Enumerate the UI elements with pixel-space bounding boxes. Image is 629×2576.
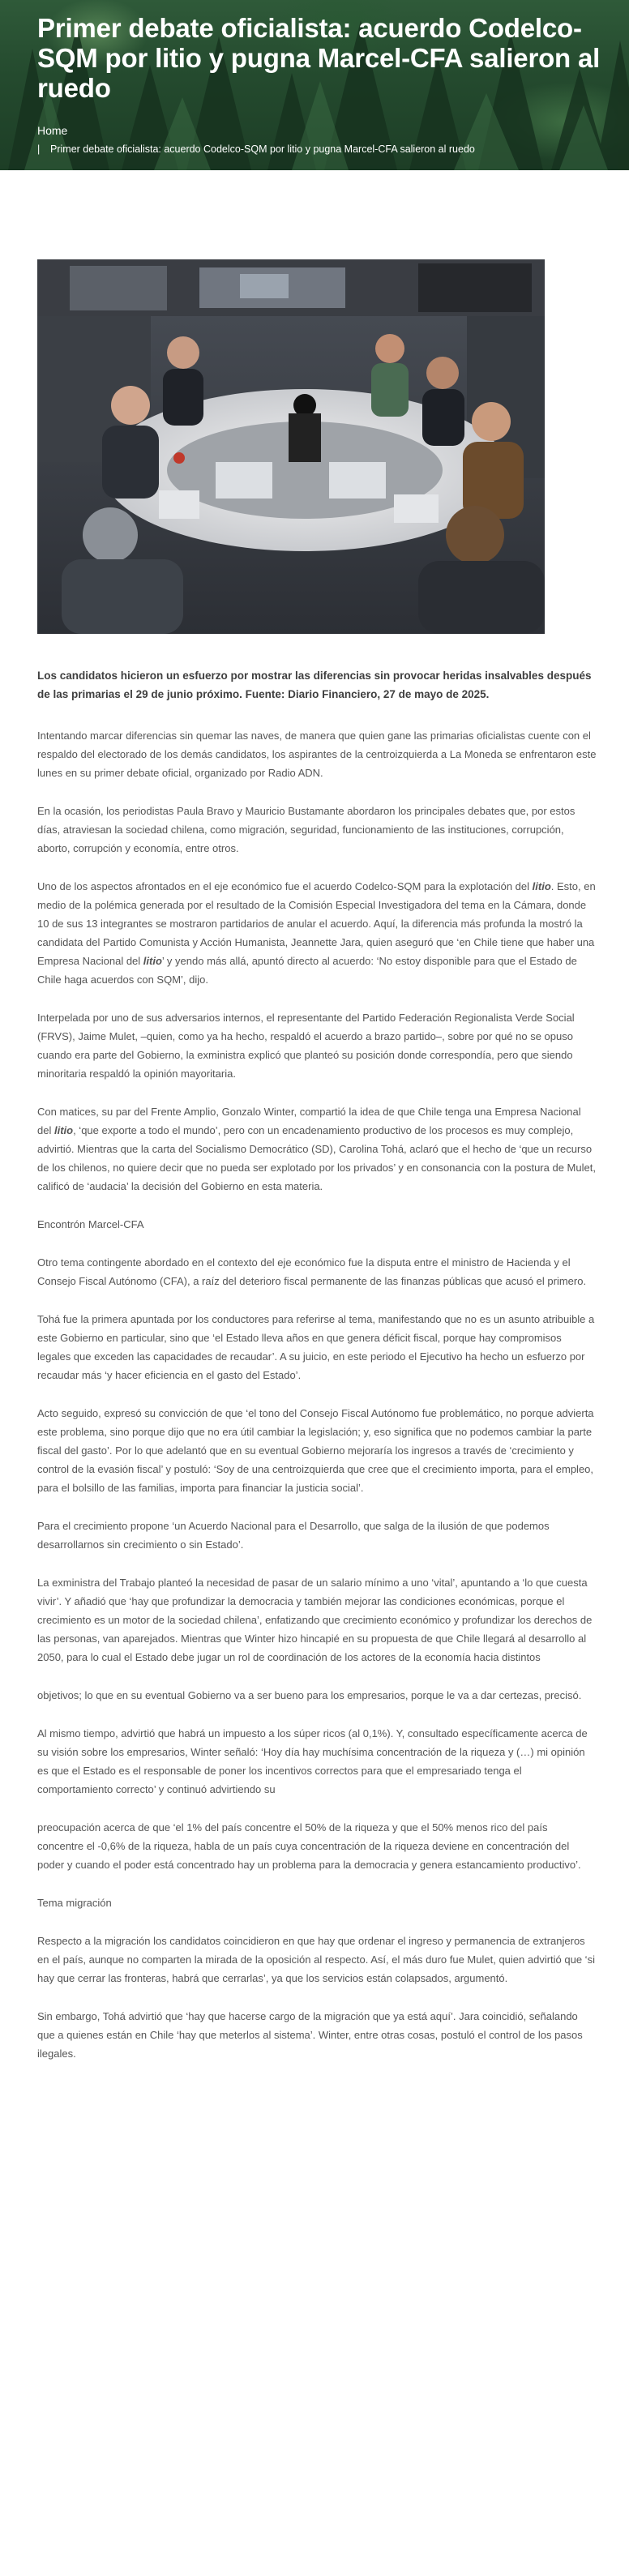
article-paragraph: preocupación acerca de que ‘el 1% del país concentre el 50% de la riqueza y que el 50% menos rico del país concentre el -0,6% de la riqueza, habla de un país cuya concentración de la riqueza deviene en concentración del poder y cuando el poder está concentrado hay un problema para la democracia y genera estancamiento productivo’.	[37, 1821, 581, 1871]
article-paragraph: Al mismo tiempo, advirtió que habrá un impuesto a los súper ricos (al 0,1%). Y, consultado específicamente acerca de su visión sobre los empresarios, Winter señaló: ‘Hoy día hay muchísima concentración de la riqueza y (…) mi opinión es que el Estado es el responsable de poner los incentivos correctos para que el empresariado tenga el comportamiento correcto’ y continuó advirtiendo su	[37, 1727, 588, 1795]
breadcrumb-current-label: Primer debate oficialista: acuerdo Codelco-SQM por litio y pugna Marcel-CFA salieron al ruedo	[50, 143, 475, 155]
breadcrumb-home-link[interactable]: Home	[37, 124, 68, 137]
debate-photo-illustration	[37, 259, 545, 634]
paragraph-text: . Esto, en medio de la polémica generada por el resultado de la Comisión Especial Investigadora del tema en la Cámara, donde 10 de sus 13 integrantes se mostraron partidarios de anular el acuerdo. Aquí, la diferencia más profunda la mostró la candidata del Partido Comunista y Acción Humanista, Jeannette Jara, quien aseguró que ‘en Chile tiene que haber una Empresa Nacional del	[37, 880, 596, 967]
article-paragraph: En la ocasión, los periodistas Paula Bravo y Mauricio Bustamante abordaron los principales debates que, por estos días, atraviesan la sociedad chilena, como migración, seguridad, funcionamiento de las instituciones, corrupción, aborto, corrupción y economía, entre otros.	[37, 805, 576, 854]
article-paragraph	[37, 1102, 597, 1196]
article-paragraph: Respecto a la migración los candidatos coincidieron en que hay que ordenar el ingreso y permanencia de extranjeros en el país, aunque no comparten la mirada de la oposición al respecto. Así, el más duro fue Mulet, quien advirtió que ‘si hay que cerrar las fronteras, habrá que cerrarlas’, ya que los servicios están colapsados, argumentó.	[37, 1935, 595, 1984]
breadcrumb-current	[37, 143, 605, 155]
article-paragraph: Otro tema contingente abordado en el contexto del eje económico fue la disputa entre el ministro de Hacienda y el Consejo Fiscal Autónomo (CFA), a raíz del deterioro fiscal permanente de las finanzas públicas que acusó el primero.	[37, 1256, 587, 1287]
emphasis-litio: litio	[143, 955, 162, 967]
paragraph-text: Con matices, su par del Frente Amplio, Gonzalo Winter, compartió la idea de que Chile tenga una Empresa Nacional del	[37, 1106, 581, 1136]
page-title: Primer debate oficialista: acuerdo Codelco-SQM por litio y pugna Marcel-CFA salieron al ruedo	[37, 13, 601, 103]
breadcrumb-separator: |	[37, 143, 41, 155]
section-subheading: Encontrón Marcel-CFA	[37, 1218, 144, 1230]
article-paragraph: Intentando marcar diferencias sin quemar las naves, de manera que quien gane las primarias oficialistas cuente con el respaldo del electorado de los demás candidatos, los aspirantes de la centroizquierda a La Moneda se enfrentaron este lunes en su primer debate oficial, organizado por Radio ADN.	[37, 730, 597, 779]
article-paragraph	[37, 877, 597, 989]
paragraph-text: Uno de los aspectos afrontados en el eje económico fue el acuerdo Codelco-SQM para la explotación del	[37, 880, 533, 892]
emphasis-litio: litio	[532, 880, 551, 892]
paragraph-text: , ‘que exporte a todo el mundo’, pero con un encadenamiento productivo de los procesos es muy complejo, advirtió. Mientras que la carta del Socialismo Democrático (SD), Carolina Tohá, aclaró que el hecho de ‘que un recurso de los chilenos, no quiere decir que no pueda ser explotado por los privados’ y en consonancia con la postura de Mulet, calificó de ‘audacia’ la decisión del Gobierno en esta materia.	[37, 1124, 596, 1192]
page-hero	[0, 0, 629, 170]
debate-studio-photo	[37, 259, 545, 634]
article-paragraph: Para el crecimiento propone ‘un Acuerdo Nacional para el Desarrollo, que salga de la ilusión de que podemos desarrollarnos sin crecimiento o sin Estado’.	[37, 1520, 550, 1551]
article-paragraph: Tohá fue la primera apuntada por los conductores para referirse al tema, manifestando que no es un asunto atribuible a este Gobierno en particular, sino que ‘el Estado lleva años en que genera déficit fiscal, porque hay compromisos legales que exceden las capacidades de recaudar’. A su juicio, en este periodo el Ejecutivo ha hecho un esfuerzo por recaudar más ‘y hacer eficiencia en el gasto del Estado’.	[37, 1313, 595, 1381]
article-paragraph: Acto seguido, expresó su convicción de que ‘el tono del Consejo Fiscal Autónomo fue problemático, no porque advierta este problema, sino porque dijo que no era útil cambiar la legislación; y, eso significa que no podemos cambiar la parte fiscal del gasto’. Por lo que adelantó que en su eventual Gobierno mejoraría los ingresos a través de ‘crecimiento y control de la evasión fiscal’ y postuló: ‘Soy de una centroizquierda que cree que el crecimiento importa, para el empleo, para el bolsillo de las familias, importa para financiar la justicia social’.	[37, 1407, 594, 1494]
section-subheading: Tema migración	[37, 1897, 112, 1909]
emphasis-litio: litio	[53, 1124, 74, 1136]
breadcrumb	[37, 124, 605, 155]
article-paragraph: Interpelada por uno de sus adversarios internos, el representante del Partido Federación Regionalista Verde Social (FRVS), Jaime Mulet, –quien, como ya ha hecho, respaldó el acuerdo a brazo partido–, sobre por qué no se opuso cuando era parte del Gobierno, la exministra explicó que planteó su posición donde correspondía, pero que siendo minoritaria respaldó la opinión mayoritaria.	[37, 1012, 575, 1080]
article-lead: Los candidatos hicieron un esfuerzo por mostrar las diferencias sin provocar heridas insalvables después de las primarias el 29 de junio próximo. Fuente: Diario Financiero, 27 de mayo de 2025.	[37, 670, 592, 700]
article-body	[37, 666, 597, 2082]
article-paragraph: La exministra del Trabajo planteó la necesidad de pasar de un salario mínimo a uno ‘vital’, apuntando a ‘lo que cuesta vivir’. Y añadió que ‘hay que profundizar la democracia y también mejorar las condiciones económicas, porque el crecimiento es un motor de la sociedad chilena’, enfatizando que crecimiento económico y profundizar los derechos de las personas, van aparejados. Mientras que Winter hizo hincapié en su propuesta de que Chile llegará al desarrollo al 2050, para lo cual el Estado debe jugar un rol de coordinación de los actores de la economía hacia distintos	[37, 1577, 593, 1663]
article-paragraph: Sin embargo, Tohá advirtió que ‘hay que hacerse cargo de la migración que ya está aquí’. Jara coincidió, señalando que a quienes están en Chile ‘hay que meterlos al sistema’. Winter, entre otras cosas, postuló el control de los pasos ilegales.	[37, 2010, 583, 2060]
paragraph-text: ’ y yendo más allá, apuntó directo al acuerdo: ‘No estoy disponible para que el Estado de Chile haga acuerdos con SQM’, dijo.	[37, 955, 577, 986]
article-paragraph: objetivos; lo que en su eventual Gobierno va a ser bueno para los empresarios, porque le va a dar certezas, precisó.	[37, 1689, 582, 1701]
